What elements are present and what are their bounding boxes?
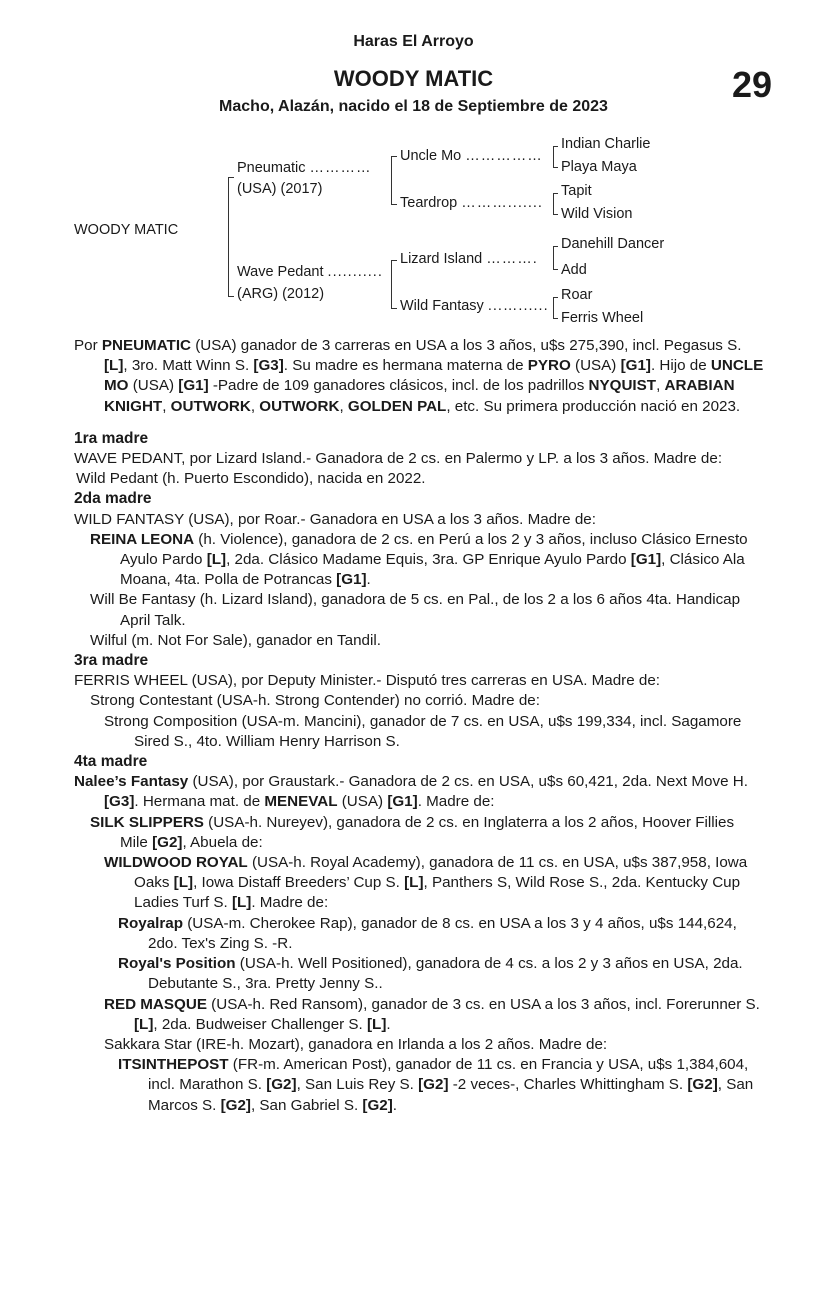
pedigree-bracket-line [553,318,558,319]
fourth-dam-produce-itsinthepost: ITSINTHEPOST (FR-m. American Post), ganador de 11 cs. en Francia y USA, u$s 1,384,604, incl. Marathon S. [G2], San Luis Rey S. [G2] -2 veces-, Charles Whittingham S. [G2], San Marcos S. [G2], San Gabriel S. [G2]. [118,1056,754,1114]
pedigree-ds: Lizard Island ………. [400,251,538,267]
fourth-dam-produce-royalrap: Royalrap (USA-m. Cherokee Rap), ganador de 8 cs. en USA a los 3 y 4 años, u$s 144,624, 2do. Tex's Zing S. -R. [118,914,737,952]
farm-name: Haras El Arroyo [353,33,474,50]
pedigree-dots: ………… [309,160,372,176]
pedigree-dsd: Add [561,262,587,278]
pedigree-bracket-line [553,193,558,194]
pedigree-ssd: Playa Maya [561,159,637,175]
pedigree-bracket-line [228,177,229,297]
third-dam-produce-strong-composition: Strong Composition (USA-m. Mancini), ganador de 7 cs. en USA, u$s 199,334, incl. Sagamore Sired S., 4to. William Henry Harrison S. [104,712,742,750]
pedigree-sire: Pneumatic ………… [237,160,372,176]
second-dam-produce-wilful: Wilful (m. Not For Sale), ganador en Tandil. [90,631,381,649]
fourth-dam-produce-silk-slippers: SILK SLIPPERS (USA-h. Nureyev), ganadora de 2 cs. en Inglaterra a los 2 años, Hoover Fillies Mile [G2], Abuela de: [90,813,735,851]
pedigree-bracket-line [391,308,397,309]
pedigree-dss: Danehill Dancer [561,236,665,252]
lot-number: 29 [731,64,772,105]
spacer [74,417,764,429]
pedigree-bracket-line [391,156,392,205]
pedigree-bracket-line [553,193,554,215]
pedigree-sds: Tapit [561,183,592,199]
pedigree-sdd: Wild Vision [561,206,633,222]
pedigree-bracket-line [553,269,558,270]
pedigree-bracket-line [228,296,234,297]
third-dam-produce-strong-contestant: Strong Contestant (USA-h. Strong Contender) no corrió. Madre de: [90,692,540,710]
pedigree-notes [74,336,764,1116]
pedigree-bracket-line [391,156,397,157]
fourth-dam-produce-sakkara-star: Sakkara Star (IRE-h. Mozart), ganadora en Irlanda a los 2 años. Madre de: [104,1035,608,1053]
third-dam-intro: FERRIS WHEEL (USA), por Deputy Minister.- Disputó tres carreras en USA. Madre de: [74,672,661,690]
pedigree-bracket-line [391,260,397,261]
pedigree-dds: Roar [561,287,593,303]
horse-description: Macho, Alazán, nacido el 18 de Septiembre de 2023 [219,98,608,115]
first-dam-heading: 1ra madre [74,429,149,447]
first-dam-intro: WAVE PEDANT, por Lizard Island.- Ganadora de 2 cs. en Palermo y LP. a los 3 años. Madre de: [74,450,723,468]
pedigree-dots: ...…...... [487,298,549,314]
pedigree-sd: Teardrop ………....... [400,195,543,211]
pedigree-bracket-line [391,260,392,309]
pedigree-dd: Wild Fantasy ...…...... [400,298,549,314]
fourth-dam-produce-royals-position: Royal's Position (USA-h. Well Positioned), ganadora de 4 cs. a los 2 y 3 años en USA, 2da. Debutante S., 3ra. Pretty Jenny S.. [118,955,743,993]
pedigree-bracket-line [553,297,558,298]
pedigree-sire-detail: (USA) (2017) [237,181,323,197]
second-dam-produce-will-be-fantasy: Will Be Fantasy (h. Lizard Island), ganadora de 5 cs. en Pal., de los 2 a los 6 años 4ta. Handicap April Talk. [90,591,741,629]
second-dam-produce-reina-leona: REINA LEONA (h. Violence), ganadora de 2 cs. en Perú a los 2 y 3 años, incluso Clásico Ernesto Ayulo Pardo [L], 2da. Clásico Madame Equis, 3ra. GP Enrique Ayulo Pardo [G1], Clásico Ala Moana, 4ta. Polla de Potrancas [G1]. [90,530,748,589]
pedigree-dots: …………… [465,148,543,164]
pedigree-bracket-line [553,246,558,247]
pedigree-subject: WOODY MATIC [74,222,179,238]
second-dam-heading: 2da madre [74,490,152,508]
pedigree-dots: ........... [327,264,383,280]
pedigree-bracket-line [553,246,554,270]
pedigree-dam: Wave Pedant ........... [237,264,383,280]
pedigree-bracket-line [553,214,558,215]
pedigree-sss: Indian Charlie [561,136,651,152]
pedigree-bracket-line [391,204,397,205]
pedigree-bracket-line [553,146,554,168]
pedigree-dots: ………. [486,251,538,267]
pedigree-dots: ………....... [461,195,543,211]
fourth-dam-heading: 4ta madre [74,753,148,771]
fourth-dam-intro: Nalee’s Fantasy (USA), por Graustark.- Ganadora de 2 cs. en USA, u$s 60,421, 2da. Next Move H. [G3]. Hermana mat. de MENEVAL (USA) [G1]. Madre de: [74,773,748,811]
horse-name: WOODY MATIC [333,66,494,91]
pedigree-bracket-line [228,177,234,178]
fourth-dam-produce-red-masque: RED MASQUE (USA-h. Red Ransom), ganador de 3 cs. en USA a los 3 años, incl. Forerunner S. [L], 2da. Budweiser Challenger S. [L]. [104,995,760,1033]
pedigree-bracket-line [553,297,554,319]
pedigree-ss: Uncle Mo …………… [400,148,543,164]
pedigree-dam-detail: (ARG) (2012) [237,286,325,302]
pedigree-bracket-line [553,167,558,168]
sire-paragraph: Por PNEUMATIC (USA) ganador de 3 carreras en USA a los 3 años, u$s 275,390, incl. Pegasus S. [L], 3ro. Matt Winn S. [G3]. Su madre es hermana materna de PYRO (USA) [G1]. Hijo de UNCLE MO (USA) [G1] -Padre de 109 ganadores clásicos, incl. de los padrillos NYQUIST, ARABIAN KNIGHT, OUTWORK, OUTWORK, GOLDEN PAL, etc. Su primera producción nació en 2023. [74,337,764,415]
pedigree-ddd: Ferris Wheel [561,310,644,326]
fourth-dam-produce-wildwood-royal: WILDWOOD ROYAL (USA-h. Royal Academy), ganadora de 11 cs. en USA, u$s 387,958, Iowa Oaks [L], Iowa Distaff Breeders’ Cup S. [L], Panthers S, Wild Rose S., 2da. Kentucky Cup Ladies Turf S. [L]. Madre de: [104,854,748,912]
third-dam-heading: 3ra madre [74,652,149,670]
pedigree-bracket-line [553,146,558,147]
first-dam-produce: Wild Pedant (h. Puerto Escondido), nacida en 2022. [76,470,426,488]
second-dam-intro: WILD FANTASY (USA), por Roar.- Ganadora en USA a los 3 años. Madre de: [74,510,596,528]
